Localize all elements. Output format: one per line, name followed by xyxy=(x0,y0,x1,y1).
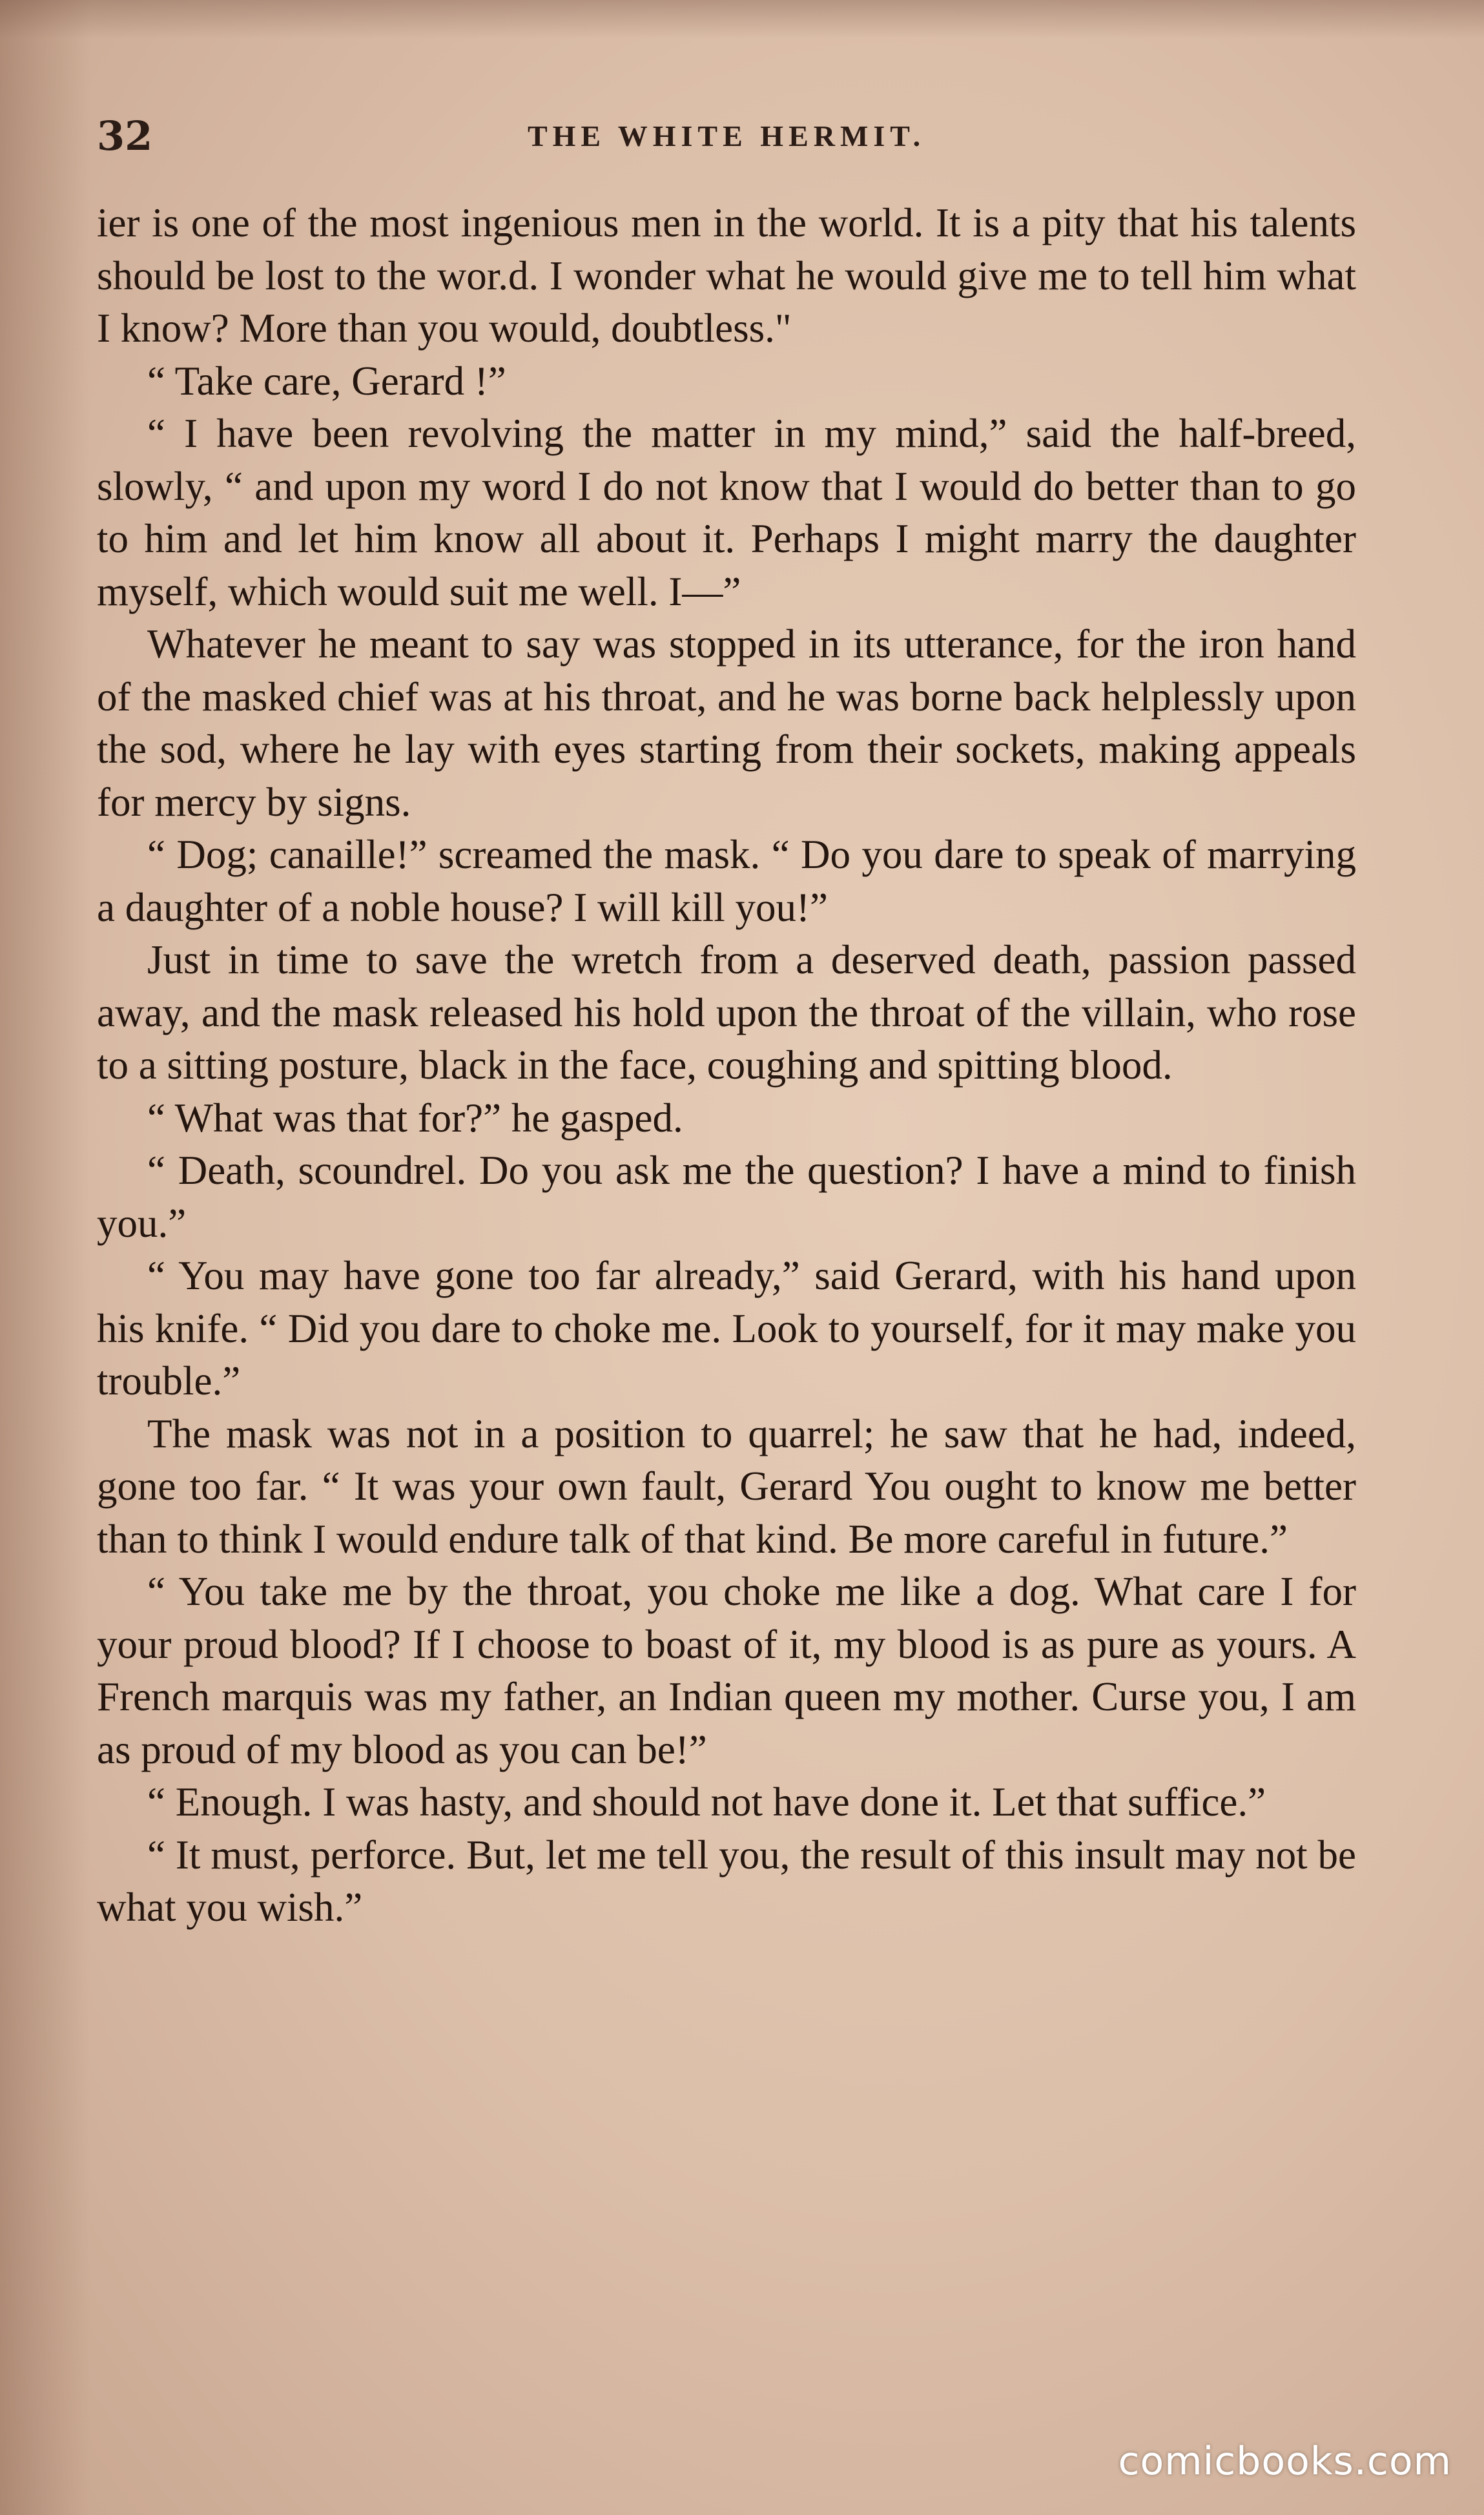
paragraph: The mask was not in a position to quarrel; he saw that he had, indeed, gone too far. “ It was your own fault, Gerard You ought to know me better than to think I would endure talk of that kind. Be more careful in future.” xyxy=(97,1411,1356,1562)
page-number: 32 xyxy=(97,112,153,160)
paragraph: “ Death, scoundrel. Do you ask me the question? I have a mind to finish you.” xyxy=(97,1148,1356,1246)
paragraph: “ You may have gone too far already,” said Gerard, with his hand upon his knife. “ Did you dare to choke me. Look to yourself, for it may make you trouble.” xyxy=(97,1253,1356,1403)
page-header xyxy=(97,97,1356,174)
paragraph: “ What was that for?” he gasped. xyxy=(147,1095,683,1141)
paragraph: “ Take care, Gerard !” xyxy=(147,358,506,404)
paragraph: Just in time to save the wretch from a deserved death, passion passed away, and the mask released his hold upon the throat of the villain, who rose to a sitting posture, black in the face, coughing and spitting blood. xyxy=(97,937,1356,1088)
paragraph: “ Enough. I was hasty, and should not have done it. Let that suffice.” xyxy=(147,1779,1266,1825)
running-title: THE WHITE HERMIT. xyxy=(527,119,926,152)
paragraph: “ I have been revolving the matter in my mind,” said the half-breed, slowly, “ and upon my word I do not know that I would do better than to go to him and let him know all about it. Perhaps I might marry the daughter myself, which would suit me well. I—” xyxy=(97,411,1356,614)
body-text xyxy=(97,197,1356,1934)
paragraph: “ You take me by the throat, you choke me like a dog. What care I for your proud blood? If I choose to boast of it, my blood is as pure as yours. A French marquis was my father, an Indian queen my mother. Curse you, I am as proud of my blood as you can be!” xyxy=(97,1569,1356,1772)
paragraph: ier is one of the most ingenious men in the world. It is a pity that his talents should be lost to the wor.d. I wonder what he would give me to tell him what I know? More than you would, doubtless." xyxy=(97,200,1356,351)
paragraph: “ It must, perforce. But, let me tell you, the result of this insult may not be what you wish.” xyxy=(97,1832,1356,1930)
watermark: comicbooks.com xyxy=(1118,2439,1452,2484)
paragraph: Whatever he meant to say was stopped in its utterance, for the iron hand of the masked chief was at his throat, and he was borne back helplessly upon the sod, where he lay with eyes starting from their sockets, making appeals for mercy by signs. xyxy=(97,621,1356,825)
paragraph: “ Dog; canaille!” screamed the mask. “ Do you dare to speak of marrying a daughter of a noble house? I will kill you!” xyxy=(97,832,1356,930)
